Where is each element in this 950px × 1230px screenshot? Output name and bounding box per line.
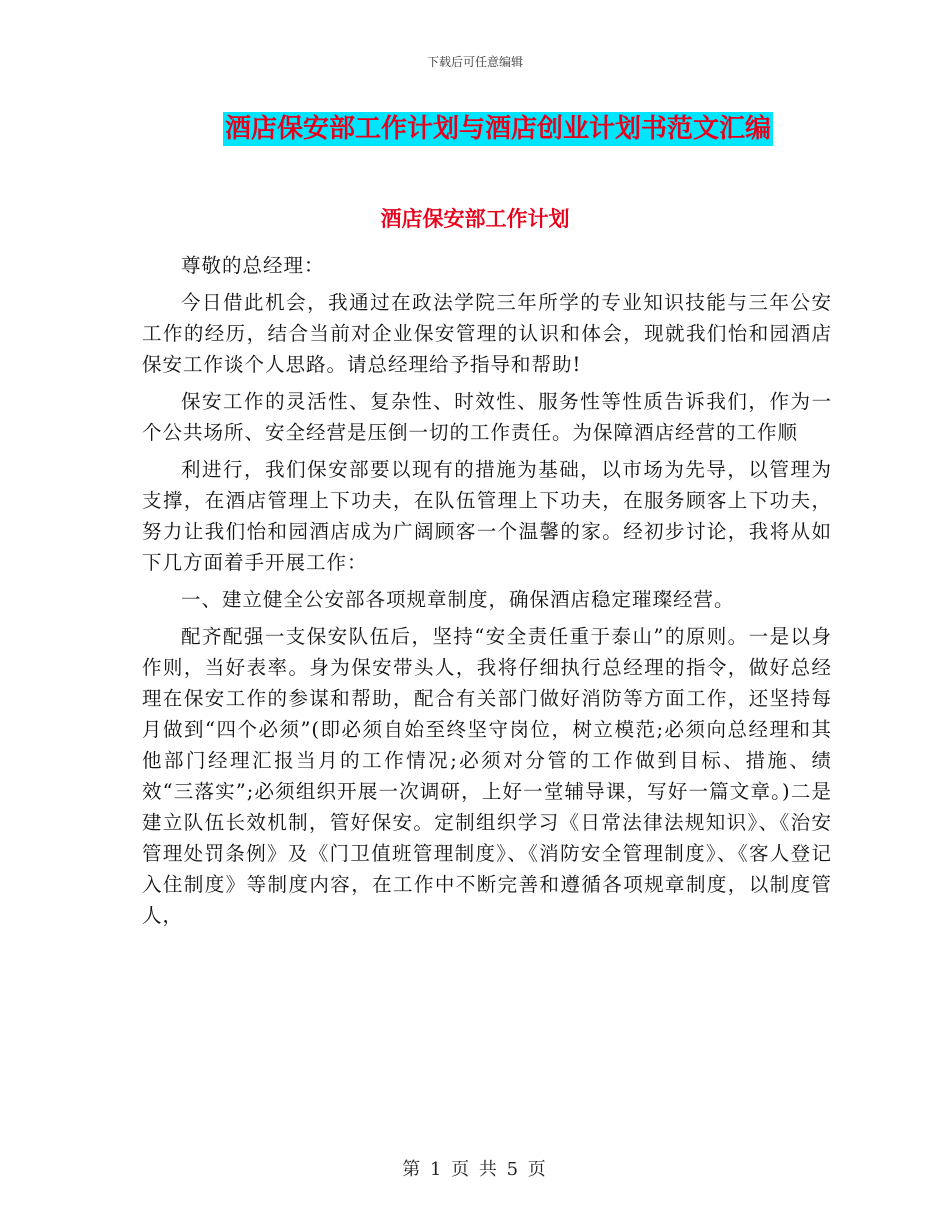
section-title: 酒店保安部工作计划	[380, 207, 570, 231]
document-body	[142, 250, 832, 931]
paragraph: 配齐配强一支保安队伍后，坚持“安全责任重于泰山”的原则。一是以身作则，当好表率。身为保安带头人，我将仔细执行总经理的指令，做好总经理在保安工作的参谋和帮助，配合有关部门做好消防等方面工作，还坚持每月做到“四个必须”(即必须自始至终坚守岗位，树立模范;必须向总经理和其他部门经理汇报当月的工作情况;必须对分管的工作做到目标、措施、绩效“三落实”;必须组织开展一次调研，上好一堂辅导课，写好一篇文章。)二是建立队伍长效机制，管好保安。定制组织学习《日常法律法规知识》、《治安管理处罚条例》及《门卫值班管理制度》、《消防安全管理制度》、《客人登记入住制度》等制度内容，在工作中不断完善和遵循各项规章制度，以制度管人，	[142, 625, 832, 927]
paragraph-heading: 一、建立健全公安部各项规章制度，确保酒店稳定璀璨经营。	[181, 588, 735, 611]
paragraph: 利进行，我们保安部要以现有的措施为基础，以市场为先导，以管理为支撑，在酒店管理上下功夫，在队伍管理上下功夫，在服务顾客上下功夫，努力让我们怡和园酒店成为广阔顾客一个温馨的家。经初步讨论，我将从如下几方面着手开展工作：	[142, 458, 832, 574]
paragraph: 保安工作的灵活性、复杂性、时效性、服务性等性质告诉我们，作为一个公共场所、安全经营是压倒一切的工作责任。为保障酒店经营的工作顺	[142, 390, 832, 444]
paragraph: 今日借此机会，我通过在政法学院三年所学的专业知识技能与三年公安工作的经历，结合当前对企业保安管理的认识和体会，现就我们怡和园酒店保安工作谈个人思路。请总经理给予指导和帮助!	[142, 291, 832, 376]
paragraph-salutation: 尊敬的总经理：	[181, 254, 325, 277]
document-title-container	[0, 112, 950, 146]
page-number: 第 1 页 共 5 页	[402, 1159, 548, 1180]
page-header-note: 下载后可任意编辑	[426, 55, 523, 69]
document-title: 酒店保安部工作计划与酒店创业计划书范文汇编	[224, 114, 771, 144]
